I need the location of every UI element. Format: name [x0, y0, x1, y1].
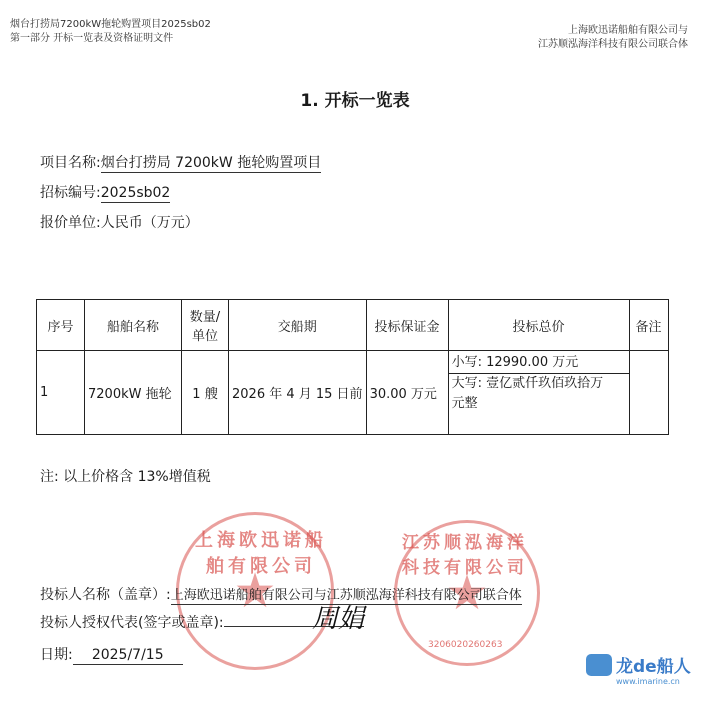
left-seal-text: 上海欧迅诺船舶有限公司: [195, 530, 327, 577]
tender-line: [40, 182, 170, 202]
bid-summary-table: [36, 299, 669, 435]
right-seal-code: 3206020260263: [428, 640, 503, 650]
date-line: [40, 644, 183, 665]
header-left-line1: 烟台打捞局7200kW拖轮购置项目2025sb02: [10, 19, 211, 30]
bidder-value: 上海欧迅诺船舶有限公司与江苏顺泓海洋科技有限公司联合体: [170, 588, 522, 603]
header-left-line2: 第一部分 开标一览表及资格证明文件: [10, 33, 174, 44]
cell-deposit: 30.00 万元: [366, 351, 448, 435]
cell-remark: [629, 351, 668, 435]
header-seq: 序号: [37, 300, 85, 351]
tender-value: 2025sb02: [100, 185, 171, 201]
header-qty-line1: 数量/: [189, 310, 221, 325]
project-line: [40, 152, 321, 172]
watermark-url: www.imarine.cn: [616, 677, 680, 686]
header-qty: [182, 300, 229, 351]
bidder-line: [40, 584, 522, 604]
header-right-line2: 江苏顺泓海洋科技有限公司联合体: [538, 39, 688, 50]
watermark-logo: [586, 650, 704, 694]
header-total: 投标总价: [448, 300, 629, 351]
date-label: 日期:: [40, 647, 73, 663]
header-delivery: 交船期: [229, 300, 367, 351]
project-label: 项目名称:: [40, 155, 101, 171]
cell-qty: 1 艘: [182, 351, 229, 435]
watermark-name: 龙de船人: [616, 657, 691, 677]
tender-label: 招标编号:: [40, 185, 101, 201]
handwritten-signature: 周娟: [312, 604, 365, 634]
header-ship: 船舶名称: [85, 300, 182, 351]
cell-total-small: 小写: 12990.00 万元: [449, 353, 629, 374]
seal-star-icon: ★: [233, 563, 277, 619]
header-remark: 备注: [629, 300, 668, 351]
document-title: 1. 开标一览表: [300, 91, 410, 111]
unit-value: 人民币（万元）: [100, 215, 199, 231]
cell-total: [448, 351, 629, 435]
tax-note: 注: 以上价格含 13%增值税: [40, 469, 211, 485]
cell-total-big-line1: 大写: 壹亿贰仟玖佰玖拾万: [451, 376, 604, 391]
cell-seq: 1: [37, 351, 85, 435]
rep-label: 投标人授权代表(签字或盖章):: [40, 615, 224, 631]
date-value: 2025/7/15: [73, 647, 183, 665]
header-right-line1: 上海欧迅诺船舶有限公司与: [568, 25, 688, 36]
table-row: [37, 351, 669, 435]
header-qty-line2: 单位: [191, 329, 218, 344]
header-deposit: 投标保证金: [366, 300, 448, 351]
seal-star-icon: ★: [445, 565, 489, 621]
right-seal-text: 江苏顺泓海洋科技有限公司: [402, 533, 528, 578]
bidder-label: 投标人名称（盖章）:: [40, 587, 171, 603]
cell-delivery: 2026 年 4 月 15 日前: [229, 351, 367, 435]
cell-ship: 7200kW 拖轮: [85, 351, 182, 435]
ship-logo-icon: [586, 654, 612, 676]
project-value: 烟台打捞局 7200kW 拖轮购置项目: [100, 155, 322, 171]
unit-line: [40, 212, 199, 232]
table-header-row: [37, 300, 669, 351]
cell-total-big-line2: 元整: [451, 396, 478, 411]
unit-label: 报价单位:: [40, 215, 101, 231]
